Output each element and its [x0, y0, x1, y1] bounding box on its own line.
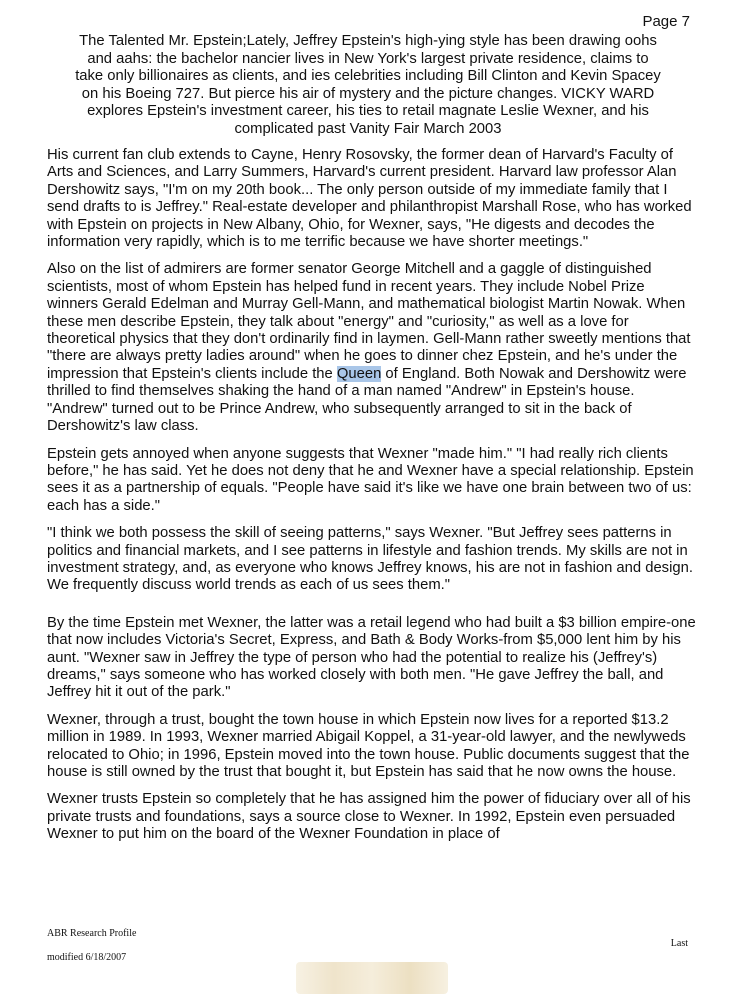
paragraph-text: of England. Both Nowak and Dershowitz were thrilled to find themselves shaking the hand of a man named "Andrew" in Epstein's house. "Andrew" turned out to be Prince Andrew, who subsequently arranged to sit in the back of Dershowitz's law class. [47, 365, 687, 435]
paragraph-text: Also on the list of admirers are former senator George Mitchell and a gaggle of distinguished scientists, most of whom Epstein has helped fund in recent years. They include Nobel Prize winners Gerald Edelman and Murray Gell-Mann, and mathematical biologist Martin Nowak. When these men describe Epstein, they talk about "energy" and "curiosity," as well as a love for theoretical physics that they don't ordinarily find in laymen. Gell-Mann rather sweetly mentions that "there are always pretty ladies around" when he goes to dinner chez Epstein, and he's under the impression that Epstein's clients include the [47, 261, 691, 382]
article-header [44, 33, 692, 139]
header-line: and aahs: the bachelor nancier lives in New York's largest private residence, claims to [87, 50, 649, 67]
footer-last: Last [670, 938, 688, 949]
scan-smudge [296, 962, 448, 994]
paragraph: "I think we both possess the skill of seeing patterns," says Wexner. "But Jeffrey sees patterns in politics and financial markets, and I see patterns in lifestyle and fashion trends. My skills are not in investment strategy, and, as everyone who knows Jeffrey knows, his are not in fashion and design. We frequently discuss world trends as each of us sees them." [47, 525, 693, 594]
article-body [47, 147, 697, 854]
footer-profile: ABR Research Profile [47, 928, 137, 939]
header-line: The Talented Mr. Epstein;Lately, Jeffrey Epstein's high-ying style has been drawing oohs [79, 33, 657, 49]
header-line: explores Epstein's investment career, his ties to retail magnate Leslie Wexner, and his [87, 103, 649, 120]
page-number: Page 7 [642, 13, 690, 30]
highlighted-word[interactable]: Queen [336, 365, 382, 382]
paragraph: By the time Epstein met Wexner, the latter was a retail legend who had built a $3 billion empire-one that now includes Victoria's Secret, Express, and Bath & Body Works-from $5,000 lent him by his aunt. "Wexner saw in Jeffrey the type of person who had the potential to realize his (Jeffrey's) dreams," says someone who has worked closely with both men. "He gave Jeffrey the ball, and Jeffrey hit it out of the park." [47, 614, 696, 701]
paragraph: Wexner, through a trust, bought the town house in which Epstein now lives for a reported $13.2 million in 1989. In 1993, Wexner married Abigail Koppel, a 31-year-old lawyer, and the newlyweds relocated to Ohio; in 1996, Epstein moved into the town house. Public documents suggest that the house is still owned by the trust that bought it, but Epstein has said that he now owns the house. [47, 711, 690, 780]
paragraph [47, 261, 697, 435]
paragraph: Epstein gets annoyed when anyone suggests that Wexner "made him." "I had really rich clients before," he has said. Yet he does not deny that he and Wexner have a special relationship. Epstein sees it as a partnership of equals. "People have said it's like we have one brain between two of us: each has a side." [47, 445, 694, 514]
header-line: on his Boeing 727. But pierce his air of mystery and the picture changes. VICKY WARD [81, 85, 655, 102]
paragraph: His current fan club extends to Cayne, Henry Rosovsky, the former dean of Harvard's Faculty of Arts and Sciences, and Larry Summers, Harvard's current president. Harvard law professor Alan Dershowitz says, "I'm on my 20th book... The only person outside of my immediate family that I send drafts to is Jeffrey." Real-estate developer and philanthropist Marshall Rose, who has worked with Epstein on projects in New Albany, Ohio, for Wexner, says, "He digests and decodes the information very rapidly, which is to me terrific because we have shorter meetings." [47, 147, 692, 251]
header-line: complicated past Vanity Fair March 2003 [234, 120, 502, 137]
paragraph: Wexner trusts Epstein so completely that he has assigned him the power of fiduciary over all of his private trusts and foundations, says a source close to Wexner. In 1992, Epstein even persuaded Wexner to put him on the board of the Wexner Foundation in place of [47, 791, 691, 843]
footer-modified: modified 6/18/2007 [47, 952, 127, 963]
header-line: take only billionaires as clients, and ies celebrities including Bill Clinton and Kevin Spacey [75, 68, 661, 85]
